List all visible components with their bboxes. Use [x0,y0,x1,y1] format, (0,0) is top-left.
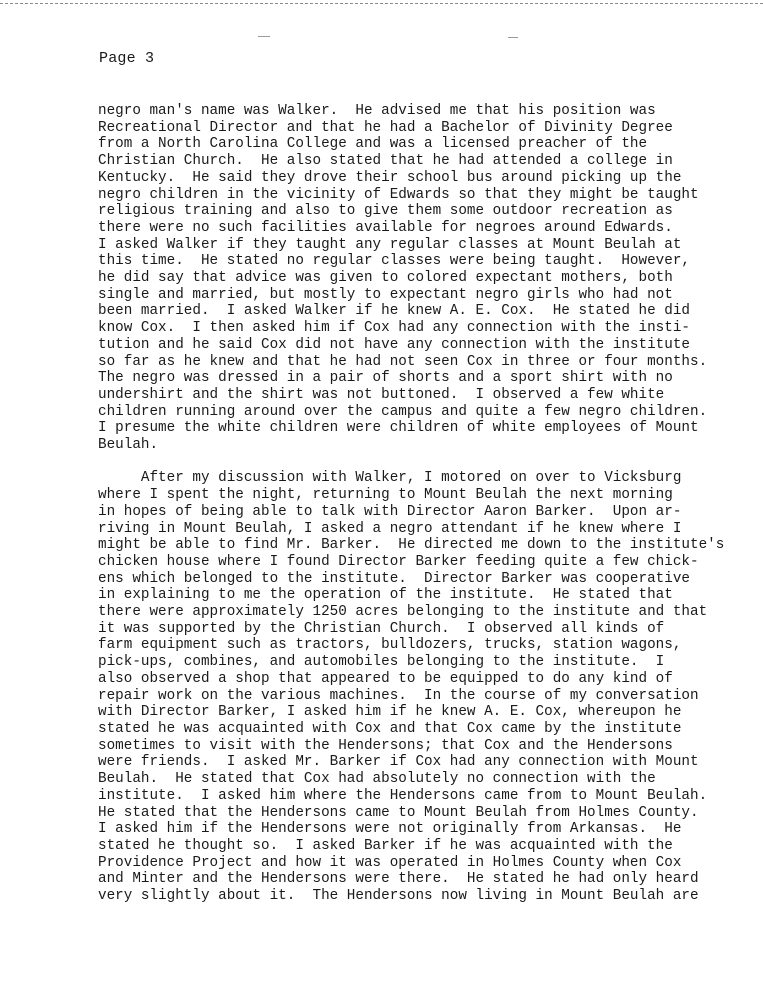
text-line: it was supported by the Christian Church. I observed all kinds of [98,620,665,637]
text-line: After my discussion with Walker, I motored on over to Vicksburg [98,470,682,487]
text-line: repair work on the various machines. In the course of my conversation [98,687,699,704]
text-line: single and married, but mostly to expectant negro girls who had not [98,286,673,303]
text-line: might be able to find Mr. Barker. He directed me down to the institute's [98,537,725,554]
text-line: with Director Barker, I asked him if he knew A. E. Cox, whereupon he [98,704,682,721]
page-top-edge [0,3,763,4]
text-line: pick-ups, combines, and automobiles belonging to the institute. I [98,654,665,671]
text-line: Christian Church. He also stated that he had attended a college in [98,153,673,170]
page-number: Page 3 [99,50,155,67]
text-line: I asked him if the Hendersons were not originally from Arkansas. He [98,821,682,838]
text-line: negro man's name was Walker. He advised me that his position was [98,103,656,119]
text-line: ens which belonged to the institute. Director Barker was cooperative [98,570,690,587]
text-line: I asked Walker if they taught any regular classes at Mount Beulah at [98,236,682,253]
text-line: riving in Mount Beulah, I asked a negro attendant if he knew where I [98,520,682,537]
document-body [98,103,763,905]
text-line: Beulah. He stated that Cox had absolutely no connection with the [98,771,656,788]
text-line: he did say that advice was given to colored expectant mothers, both [98,270,673,287]
text-line: He stated that the Hendersons came to Mount Beulah from Holmes County. [98,804,699,821]
text-line: religious training and also to give them some outdoor recreation as [98,203,673,220]
scan-mark [258,36,270,37]
text-line: The negro was dressed in a pair of shorts and a sport shirt with no [98,370,673,387]
text-line: farm equipment such as tractors, bulldozers, trucks, station wagons, [98,637,682,654]
text-line: Providence Project and how it was operated in Holmes County when Cox [98,854,682,871]
text-line: sometimes to visit with the Hendersons; that Cox and the Hendersons [98,737,673,754]
text-line: chicken house where I found Director Barker feeding quite a few chick- [98,553,699,570]
text-line: Beulah. [98,437,159,454]
text-line: children running around over the campus and quite a few negro children. [98,403,708,420]
text-line: stated he was acquainted with Cox and that Cox came by the institute [98,721,682,737]
text-line: and Minter and the Hendersons were there. He stated he had only heard [98,871,699,888]
text-line: Kentucky. He said they drove their school bus around picking up the [98,169,682,186]
text-line: were friends. I asked Mr. Barker if Cox had any connection with Mount [98,754,699,771]
text-line: know Cox. I then asked him if Cox had any connection with the insti- [98,320,690,337]
paragraph [98,103,763,454]
text-line: this time. He stated no regular classes were being taught. However, [98,253,690,270]
text-line: there were approximately 1250 acres belonging to the institute and that [98,604,708,621]
text-line: so far as he knew and that he had not seen Cox in three or four months. [98,353,708,370]
text-line: also observed a shop that appeared to be equipped to do any kind of [98,670,673,687]
text-line: in hopes of being able to talk with Director Aaron Barker. Upon ar- [98,503,682,520]
text-line: there were no such facilities available for negroes around Edwards. [98,219,673,236]
text-line: very slightly about it. The Hendersons now living in Mount Beulah are [98,888,699,905]
text-line: in explaining to me the operation of the institute. He stated that [98,587,673,604]
text-line: tution and he said Cox did not have any connection with the institute [98,336,690,353]
text-line: undershirt and the shirt was not buttoned. I observed a few white [98,386,665,403]
paragraph [98,470,763,904]
text-line: stated he thought so. I asked Barker if he was acquainted with the [98,837,673,854]
text-line: Recreational Director and that he had a Bachelor of Divinity Degree [98,119,673,136]
scan-mark [508,37,518,38]
text-line: institute. I asked him where the Hendersons came from to Mount Beulah. [98,787,708,804]
text-line: I presume the white children were children of white employees of Mount [98,420,699,437]
text-line: been married. I asked Walker if he knew A. E. Cox. He stated he did [98,303,690,320]
text-line: where I spent the night, returning to Mount Beulah the next morning [98,487,673,504]
text-line: from a North Carolina College and was a licensed preacher of the [98,136,648,153]
text-line: negro children in the vicinity of Edwards so that they might be taught [98,186,699,203]
